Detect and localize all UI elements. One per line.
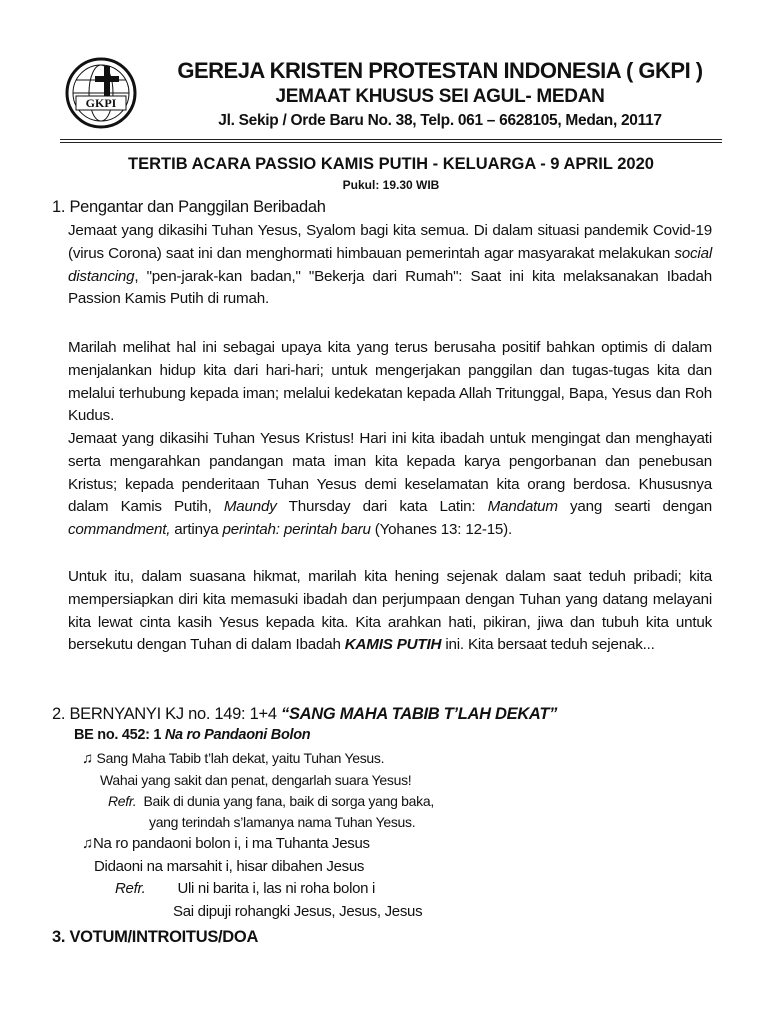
kj-refrain-line-1: Refr. Baik di dunia yang fana, baik di sorga yang baka, xyxy=(108,793,434,809)
section-1-heading: 1. Pengantar dan Panggilan Beribadah xyxy=(52,198,326,216)
header-divider-2 xyxy=(60,142,722,143)
music-note-icon: ♫ xyxy=(82,835,93,852)
be-lyric-line-1: ♫Na ro pandaoni bolon i, i ma Tuhanta Jesus xyxy=(82,835,370,852)
document-title: TERTIB ACARA PASSIO KAMIS PUTIH - KELUARGA - 9 APRIL 2020 xyxy=(128,155,654,173)
be-lyric-line-2: Didaoni na marsahit i, hisar dibahen Jesus xyxy=(94,858,365,875)
kj-lyric-line-2: Wahai yang sakit dan penat, dengarlah suara Yesus! xyxy=(100,772,412,788)
refrain-label: Refr. xyxy=(115,880,146,897)
section-1-paragraph-4: Untuk itu, dalam suasana hikmat, marilah kita hening sejenak dalam saat teduh pribadi; kita mempersiapkan diri kita memasuki ibadah dan perjumpaan dengan Tuhan yang datang melayani kita lewat cinta kasih Yesus kepada kita. Kita arahkan hati, pikiran, jiwa dan tubuh kita untuk bersekutu dengan Tuhan di dalam Ibadah KAMIS PUTIH ini. Kita bersaat teduh sejenak... xyxy=(68,568,712,654)
header-divider xyxy=(60,139,722,140)
section-1-paragraph-3: Jemaat yang dikasihi Tuhan Yesus Kristus! Hari ini kita ibadah untuk mengingat dan menghayati serta mengarahkan pandangan mata iman kita kepada karya pengorbanan dan penebusan Kristus; kepada penderitaan Tuhan Yesus demi keselamatan kita orang berdosa. Khususnya dalam Kamis Putih, Maundy Thursday dari kata Latin: Mandatum yang searti dengan commandment, artinya perintah: perintah baru (Yohanes 13: 12-15). xyxy=(68,430,712,539)
service-time: Pukul: 19.30 WIB xyxy=(342,178,440,192)
be-refrain-line-2: Sai dipuji rohangki Jesus, Jesus, Jesus xyxy=(173,903,423,920)
kj-song-title: “SANG MAHA TABIB T’LAH DEKAT” xyxy=(281,705,558,723)
refrain-label: Refr. xyxy=(108,793,137,809)
church-name: GEREJA KRISTEN PROTESTAN INDONESIA ( GKPI ) xyxy=(177,58,703,83)
church-address: Jl. Sekip / Orde Baru No. 38, Telp. 061 – 6628105, Medan, 20117 xyxy=(218,112,662,129)
kj-lyric-line-1: ♫ Sang Maha Tabib t’lah dekat, yaitu Tuhan Yesus. xyxy=(82,750,385,767)
be-song-title: Na ro Pandaoni Bolon xyxy=(164,727,311,743)
section-2-heading: 2. BERNYANYI KJ no. 149: 1+4 “SANG MAHA TABIB T’LAH DEKAT” xyxy=(52,705,558,723)
section-3-heading: 3. VOTUM/INTROITUS/DOA xyxy=(52,928,259,946)
logo-text: GKPI xyxy=(85,96,117,110)
music-note-icon: ♫ xyxy=(82,750,93,767)
congregation-name: JEMAAT KHUSUS SEI AGUL- MEDAN xyxy=(275,86,605,107)
gkpi-logo xyxy=(64,56,138,130)
kamis-putih-emphasis: KAMIS PUTIH xyxy=(344,636,442,654)
be-song-heading: BE no. 452: 1 Na ro Pandaoni Bolon xyxy=(74,727,311,743)
be-refrain-line-1: Refr. Uli ni barita i, las ni roha bolon i xyxy=(115,880,376,897)
section-1-paragraph-1: Jemaat yang dikasihi Tuhan Yesus, Syalom bagi kita semua. Di dalam situasi pandemik Covid-19 (virus Corona) saat ini dan menghormati himbauan pemerintah agar masyarakat melakukan social distancing, "pen-jarak-kan badan," "Bekerja dari Rumah": Saat ini kita melaksanakan Ibadah Passion Kamis Putih di rumah. xyxy=(68,222,712,308)
kj-refrain-line-2: yang terindah s’lamanya nama Tuhan Yesus. xyxy=(149,814,416,830)
section-1-paragraph-2: Marilah melihat hal ini sebagai upaya kita yang terus berusaha positif bahkan optimis di dalam menjalankan hidup kita dari hari-hari; untuk mengerjakan panggilan dan tugas-tugas kita dan melalui terhubung kepada iman; melalui kedekatan kepada Allah Tritunggal, Bapa, Yesus dan Roh Kudus. xyxy=(68,339,712,425)
